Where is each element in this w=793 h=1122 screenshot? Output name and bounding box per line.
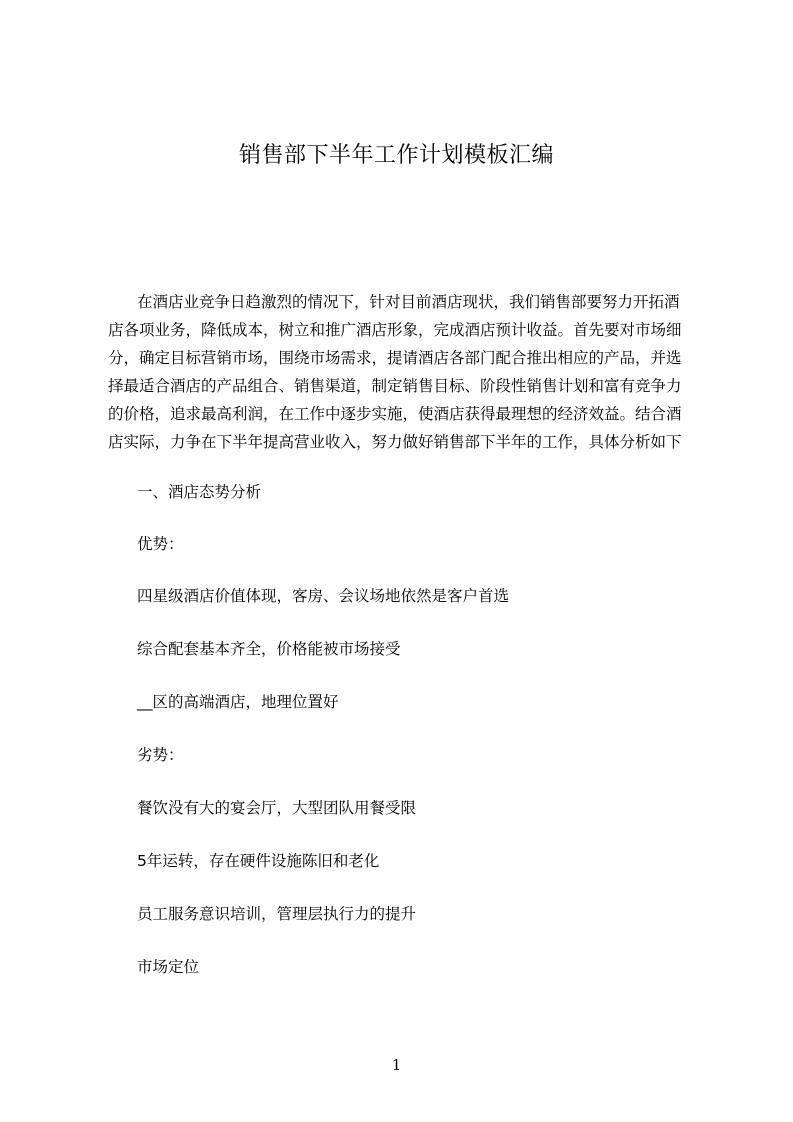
page-number: 1 [391, 1056, 402, 1074]
strength-item: __区的高端酒店，地理位置好 [137, 693, 339, 711]
strength-item: 综合配套基本齐全，价格能被市场接受 [137, 640, 401, 658]
weakness-item: 员工服务意识培训，管理层执行力的提升 [137, 905, 417, 923]
section-heading: 一、酒店态势分析 [137, 483, 262, 501]
weakness-item: 5年运转，存在硬件设施陈旧和老化 [137, 852, 380, 870]
intro-line: 分，确定目标营销市场，围绕市场需求，提请酒店各部门配合推出相应的产品，并选 [108, 349, 682, 367]
market-positioning-heading: 市场定位 [137, 958, 200, 976]
weakness-item: 餐饮没有大的宴会厅，大型团队用餐受限 [137, 799, 417, 817]
strengths-label: 优势： [137, 535, 184, 553]
strength-item: 四星级酒店价值体现，客房、会议场地依然是客户首选 [137, 587, 510, 605]
intro-line: 择最适合酒店的产品组合、销售渠道，制定销售目标、阶段性销售计划和富有竞争力 [108, 377, 682, 395]
intro-line: 的价格，追求最高利润，在工作中逐步实施，使酒店获得最理想的经济效益。结合酒 [108, 405, 682, 423]
weaknesses-label: 劣势： [137, 746, 184, 764]
intro-line: 店各项业务，降低成本，树立和推广酒店形象，完成酒店预计收益。首先要对市场细 [108, 321, 682, 339]
document-title: 销售部下半年工作计划模板汇编 [238, 143, 554, 168]
intro-line: 店实际，力争在下半年提高营业收入，努力做好销售部下半年的工作，具体分析如下 [108, 433, 682, 451]
intro-line: 在酒店业竞争日趋激烈的情况下，针对目前酒店现状，我们销售部要努力开拓酒 [137, 293, 680, 311]
